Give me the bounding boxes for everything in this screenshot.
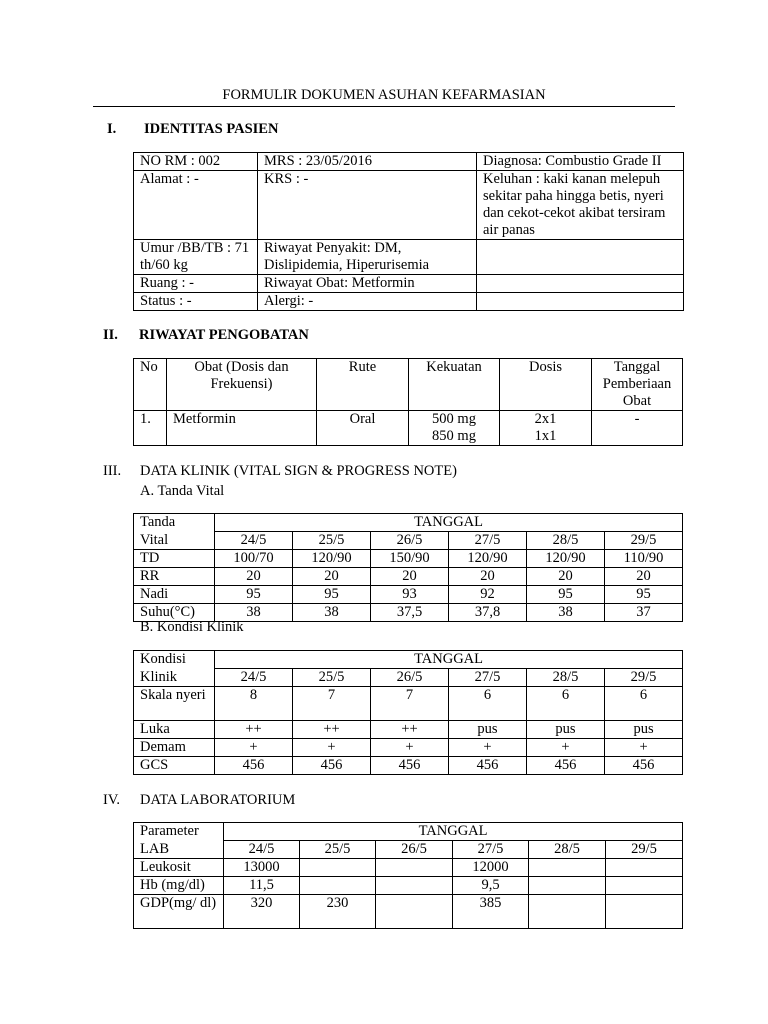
vital-value: 100/70: [215, 550, 293, 568]
vital-label-bottom: Vital: [134, 532, 215, 550]
section-4-number: IV.: [103, 792, 121, 808]
document-title: FORMULIR DOKUMEN ASUHAN KEFARMASIAN: [222, 87, 546, 103]
vital-label-top: Tanda: [134, 514, 215, 532]
alamat-cell: Alamat : -: [134, 171, 258, 240]
klinik-value: 456: [215, 757, 293, 775]
klinik-row-label: Skala nyeri: [134, 687, 215, 721]
klinik-value: +: [605, 739, 683, 757]
lab-value: [529, 895, 606, 929]
klinik-row-label: Demam: [134, 739, 215, 757]
vital-value: 20: [215, 568, 293, 586]
klinik-value: 456: [293, 757, 371, 775]
vital-value: 38: [215, 604, 293, 622]
vital-value: 20: [371, 568, 449, 586]
vital-value: 110/90: [605, 550, 683, 568]
vital-value: 120/90: [527, 550, 605, 568]
lab-value: [300, 877, 376, 895]
klinik-date: 27/5: [449, 669, 527, 687]
kondisi-klinik-table: [133, 650, 683, 775]
kekuatan-1: 500 mg: [432, 411, 476, 427]
vital-value: 20: [605, 568, 683, 586]
lab-value: 320: [224, 895, 300, 929]
vital-value: 120/90: [449, 550, 527, 568]
umur-cell: Umur /BB/TB : 71 th/60 kg: [134, 240, 258, 275]
lab-value: [606, 877, 683, 895]
riwayat-pengobatan-table: [133, 358, 683, 446]
klinik-value: pus: [605, 721, 683, 739]
subsection-tanda-vital: A. Tanda Vital: [140, 483, 225, 499]
row-obat: Metformin: [167, 411, 317, 446]
empty-cell: [477, 275, 684, 293]
table-row: [134, 586, 683, 604]
vital-row-label: Suhu(°C): [134, 604, 215, 622]
empty-cell: [477, 240, 684, 275]
vital-row-label: RR: [134, 568, 215, 586]
klinik-label-bottom: Klinik: [134, 669, 215, 687]
table-row: [134, 877, 683, 895]
klinik-value: 456: [449, 757, 527, 775]
lab-value: [606, 895, 683, 929]
lab-row-label: GDP(mg/ dl): [134, 895, 224, 929]
status-cell: Status : -: [134, 293, 258, 311]
lab-value: 230: [300, 895, 376, 929]
diagnosa-cell: Diagnosa: Combustio Grade II: [477, 153, 684, 171]
mrs-cell: MRS : 23/05/2016: [258, 153, 477, 171]
klinik-value: ++: [293, 721, 371, 739]
klinik-value: +: [449, 739, 527, 757]
lab-value: [376, 877, 453, 895]
title-rule: [93, 106, 675, 107]
row-tanggal: -: [592, 411, 683, 446]
klinik-value: 456: [371, 757, 449, 775]
vital-value: 95: [215, 586, 293, 604]
klinik-date: 24/5: [215, 669, 293, 687]
klinik-value: ++: [215, 721, 293, 739]
vital-value: 92: [449, 586, 527, 604]
lab-row-label: Leukosit: [134, 859, 224, 877]
vital-value: 37,8: [449, 604, 527, 622]
lab-value: [529, 859, 606, 877]
section-1-heading: IDENTITAS PASIEN: [144, 121, 279, 137]
klinik-value: ++: [371, 721, 449, 739]
section-4-heading: DATA LABORATORIUM: [140, 792, 296, 808]
table-row: [134, 859, 683, 877]
vital-value: 95: [605, 586, 683, 604]
data-laboratorium-table: [133, 822, 683, 929]
klinik-value: 6: [527, 687, 605, 721]
section-3-heading: DATA KLINIK (VITAL SIGN & PROGRESS NOTE): [140, 463, 457, 479]
lab-date: 25/5: [300, 841, 376, 859]
vital-value: 38: [293, 604, 371, 622]
krs-cell: KRS : -: [258, 171, 477, 240]
vital-value: 150/90: [371, 550, 449, 568]
row-dosis: [500, 411, 592, 446]
tanda-vital-table: [133, 513, 683, 622]
alergi-cell: Alergi: -: [258, 293, 477, 311]
vital-row-label: TD: [134, 550, 215, 568]
row-kekuatan: [409, 411, 500, 446]
empty-cell: [477, 293, 684, 311]
vital-date: 24/5: [215, 532, 293, 550]
lab-date: 24/5: [224, 841, 300, 859]
vital-tanggal-header: TANGGAL: [215, 514, 683, 532]
lab-date: 28/5: [529, 841, 606, 859]
vital-value: 20: [527, 568, 605, 586]
vital-date: 26/5: [371, 532, 449, 550]
vital-value: 95: [527, 586, 605, 604]
header-kekuatan: Kekuatan: [409, 359, 500, 411]
lab-value: 13000: [224, 859, 300, 877]
klinik-value: +: [215, 739, 293, 757]
table-row: [134, 568, 683, 586]
lab-value: 9,5: [453, 877, 529, 895]
vital-value: 20: [449, 568, 527, 586]
klinik-value: 6: [605, 687, 683, 721]
table-row: [134, 757, 683, 775]
table-row: [134, 687, 683, 721]
klinik-value: +: [293, 739, 371, 757]
vital-row-label: Nadi: [134, 586, 215, 604]
klinik-date: 29/5: [605, 669, 683, 687]
vital-value: 37,5: [371, 604, 449, 622]
riwayat-obat-cell: Riwayat Obat: Metformin: [258, 275, 477, 293]
klinik-value: +: [371, 739, 449, 757]
header-no: No: [134, 359, 167, 411]
vital-value: 20: [293, 568, 371, 586]
row-no: 1.: [134, 411, 167, 446]
riwayat-penyakit-cell: Riwayat Penyakit: DM, Dislipidemia, Hiperurisemia: [258, 240, 477, 275]
klinik-value: 8: [215, 687, 293, 721]
klinik-date: 28/5: [527, 669, 605, 687]
table-row: [134, 739, 683, 757]
header-tanggal: Tanggal Pemberiaan Obat: [592, 359, 683, 411]
vital-value: 38: [527, 604, 605, 622]
klinik-value: 7: [293, 687, 371, 721]
klinik-date: 25/5: [293, 669, 371, 687]
klinik-date: 26/5: [371, 669, 449, 687]
klinik-value: 7: [371, 687, 449, 721]
klinik-tanggal-header: TANGGAL: [215, 651, 683, 669]
section-3-number: III.: [103, 463, 122, 479]
identitas-pasien-table: [133, 152, 684, 311]
klinik-value: 456: [605, 757, 683, 775]
header-obat: Obat (Dosis dan Frekuensi): [167, 359, 317, 411]
lab-value: [376, 859, 453, 877]
lab-value: [300, 859, 376, 877]
lab-date: 26/5: [376, 841, 453, 859]
kekuatan-2: 850 mg: [432, 428, 476, 444]
klinik-value: pus: [527, 721, 605, 739]
lab-value: 12000: [453, 859, 529, 877]
section-1-number: I.: [107, 121, 117, 137]
section-2-number: II.: [103, 327, 118, 343]
header-dosis: Dosis: [500, 359, 592, 411]
lab-label-bottom: LAB: [134, 841, 224, 859]
subsection-kondisi-klinik: B. Kondisi Klinik: [140, 619, 244, 635]
section-2-heading: RIWAYAT PENGOBATAN: [139, 327, 309, 343]
lab-value: [606, 859, 683, 877]
dosis-1: 2x1: [534, 411, 557, 427]
table-row: [134, 550, 683, 568]
klinik-value: 6: [449, 687, 527, 721]
klinik-row-label: GCS: [134, 757, 215, 775]
lab-value: 11,5: [224, 877, 300, 895]
row-rute: Oral: [317, 411, 409, 446]
lab-value: [529, 877, 606, 895]
vital-date: 27/5: [449, 532, 527, 550]
lab-row-label: Hb (mg/dl): [134, 877, 224, 895]
vital-value: 93: [371, 586, 449, 604]
lab-label-top: Parameter: [134, 823, 224, 841]
ruang-cell: Ruang : -: [134, 275, 258, 293]
vital-value: 37: [605, 604, 683, 622]
header-rute: Rute: [317, 359, 409, 411]
lab-date: 27/5: [453, 841, 529, 859]
vital-date: 29/5: [605, 532, 683, 550]
klinik-label-top: Kondisi: [134, 651, 215, 669]
lab-value: 385: [453, 895, 529, 929]
table-row: [134, 721, 683, 739]
table-row: [134, 895, 683, 929]
vital-date: 28/5: [527, 532, 605, 550]
keluhan-cell: Keluhan : kaki kanan melepuh sekitar paha hingga betis, nyeri dan cekot-cekot akibat tersiram air panas: [477, 171, 684, 240]
klinik-value: pus: [449, 721, 527, 739]
klinik-value: 456: [527, 757, 605, 775]
dosis-2: 1x1: [534, 428, 557, 444]
vital-value: 95: [293, 586, 371, 604]
lab-date: 29/5: [606, 841, 683, 859]
klinik-value: +: [527, 739, 605, 757]
no-rm-cell: NO RM : 002: [134, 153, 258, 171]
vital-value: 120/90: [293, 550, 371, 568]
vital-date: 25/5: [293, 532, 371, 550]
klinik-row-label: Luka: [134, 721, 215, 739]
lab-tanggal-header: TANGGAL: [224, 823, 683, 841]
lab-value: [376, 895, 453, 929]
